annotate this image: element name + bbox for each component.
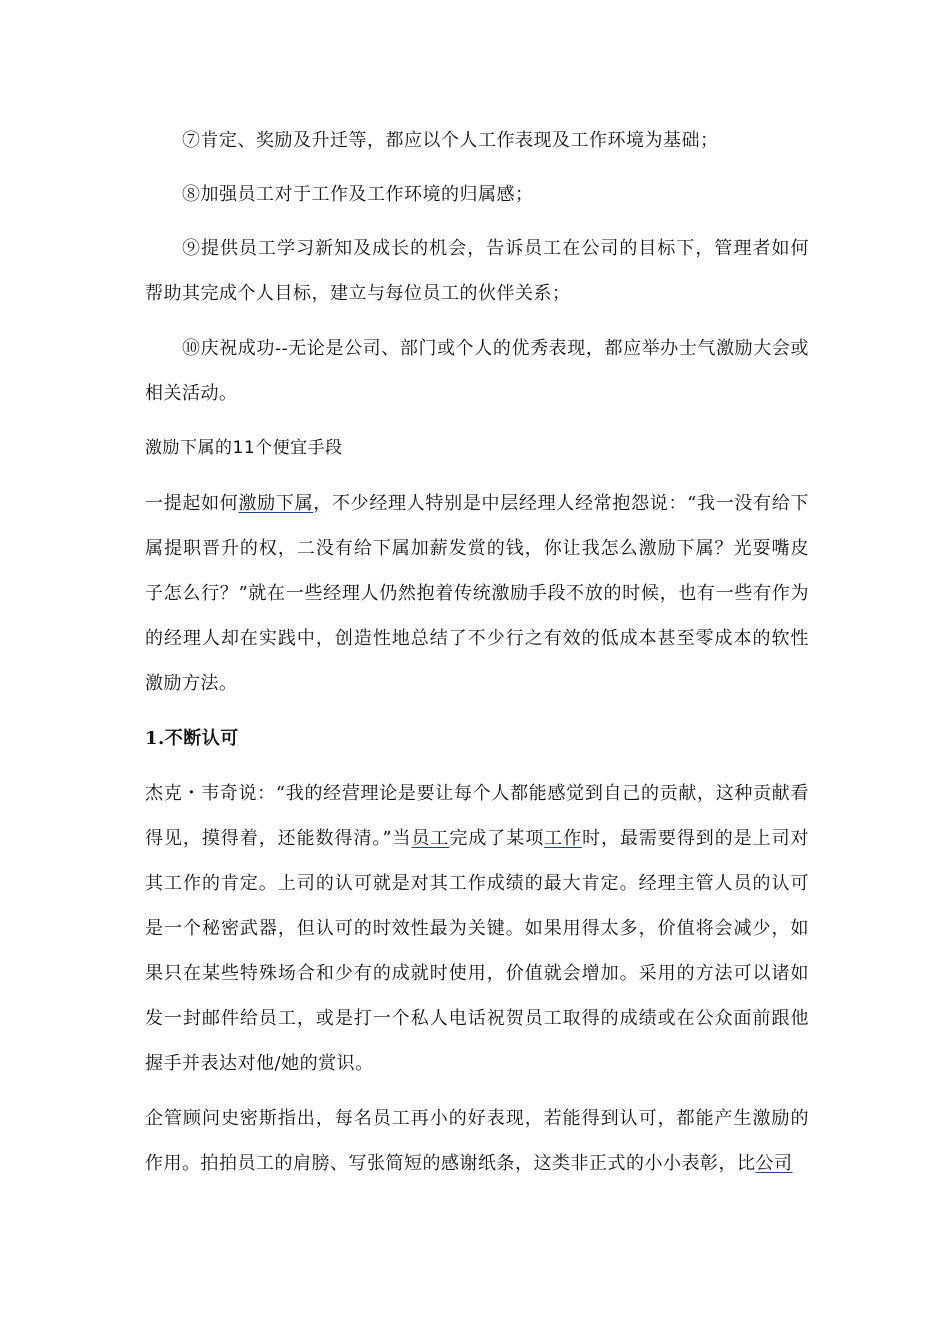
- link-company[interactable]: 公司: [755, 1153, 793, 1174]
- list-item-7: ⑦肯定、奖励及升迁等，都应以个人工作表现及工作环境为基础；: [182, 130, 719, 151]
- list-item-9: ⑨提供员工学习新知及成长的机会，告诉员工在公司的目标下，管理者如何帮助其完成个人目标，建立与每位员工的伙伴关系；: [145, 238, 809, 304]
- list-item-8: ⑧加强员工对于工作及工作环境的归属感；: [182, 184, 534, 205]
- subheading-recognition: 1.不断认可: [145, 728, 239, 749]
- list-item-10: ⑩庆祝成功--无论是公司、部门或个人的优秀表现，都应举办士气激励大会或相关活动。: [145, 338, 809, 404]
- intro-text-rest: ，不少经理人特别是中层经理人经常抱怨说：“我一没有给下属提职晋升的权，二没有给下属加薪发赏的钱，你让我怎么激励下属？光耍嘴皮子怎么行？”就在一些经理人仍然抱着传统激励手段不放的时候，也有一些有作为的经理人却在实践中，创造性地总结了不少行之有效的低成本甚至零成本的软性激励方法。: [145, 493, 810, 694]
- paragraph-text-1: 杰克・韦奇说：“我的经营理论是要让每个人都能感觉到自己的贡献，这种贡献看得见，摸得着，还能数得清。”当: [145, 783, 809, 849]
- link-motivate-subordinates[interactable]: 激励下属: [238, 493, 314, 514]
- recognition-paragraph: [145, 771, 809, 1086]
- consultant-text: 企管顾问史密斯指出，每名员工再小的好表现，若能得到认可，都能产生激励的作用。拍拍员工的肩膀、写张简短的感谢纸条，这类非正式的小小表彰，比: [145, 1108, 809, 1174]
- paragraph-text-3: 时，最需要得到的是上司对其工作的肯定。上司的认可就是对其工作成绩的最大肯定。经理主管人员的认可是一个秘密武器，但认可的时效性最为关键。如果用得太多，价值将会减少，如果只在某些特殊场合和少有的成就时使用，价值就会增加。采用的方法可以诸如发一封邮件给员工，或是打一个私人电话祝贺员工取得的成绩或在公众面前跟他握手并表达对他/她的赏识。: [145, 828, 810, 1074]
- intro-text-start: 一提起如何: [145, 493, 239, 514]
- link-employee[interactable]: 员工: [411, 828, 450, 849]
- document-body: [145, 118, 809, 1186]
- paragraph-text-2: 完成了某项: [449, 828, 545, 849]
- section-title: 激励下属的11个便宜手段: [145, 438, 343, 458]
- consultant-paragraph: [145, 1096, 809, 1186]
- link-work[interactable]: 工作: [544, 828, 583, 849]
- intro-paragraph: [145, 481, 809, 706]
